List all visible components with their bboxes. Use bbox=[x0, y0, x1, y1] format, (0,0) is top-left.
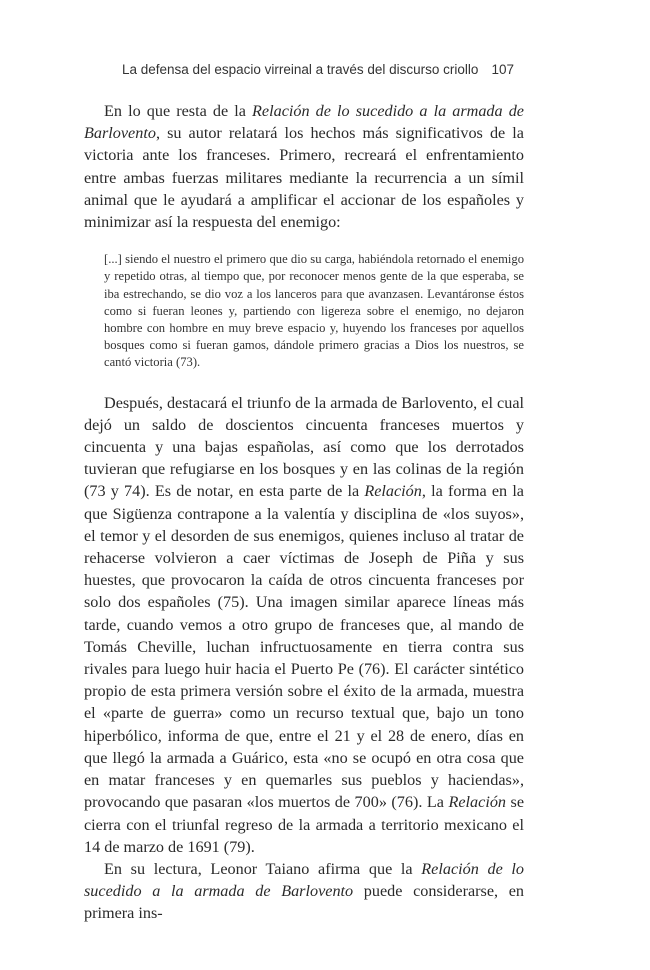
paragraph-1 bbox=[84, 100, 524, 233]
paragraph-2-text-b: , la forma en la que Sigüenza contrapone a la valentía y disciplina de «los suyos», el temor y el desorden de sus enemigos, quienes incluso al tratar de rehacerse volvieron a caer víctimas de Joseph de Piña y sus huestes, que provocaron la caída de otros cincuenta franceses por solo dos españoles (75). Una imagen similar aparece líneas más tarde, cuando vemos a otro grupo de franceses que, al mando de Tomás Cheville, luchan infructuosamente en tierra contra sus rivales para luego huir hacia el Puerto Pe (76). El carácter sintético propio de esta primera versión sobre el éxito de la armada, muestra el «parte de guerra» como un recurso textual que, bajo un tono hiperbólico, informa de que, entre el 21 y el 28 de enero, días en que llegó la armada a Guárico, esta «no se ocupó en otra cosa que en matar franceses y en quemarles sus pueblos y haciendas», provocando que pasaran «los muertos de 700» (76). La bbox=[84, 482, 524, 812]
paragraph-3-text-b: puede considerarse, en primera ins- bbox=[84, 882, 525, 923]
paragraph-1-text-b: , su autor relatará los hechos más significativos de la victoria ante los franceses. Primero, recreará el enfrentamiento entre ambas fuerzas militares mediante la recurrencia a un símil animal que le ayudará a amplificar el accionar de los españoles y minimizar así la respuesta del enemigo: bbox=[84, 124, 524, 232]
block-quote-text: [...] siendo el nuestro el primero que dio su carga, habiéndola retornado el enemigo y repetido otras, al tiempo que, por reconocer menos gente de la que esperaba, se iba estrechando, se dio voz a los lanceros para que avanzasen. Levantáronse éstos como si fueran leones y, partiendo con ligereza sobre el enemigo, no dejaron hombre con hombre en muy breve espacio y, huyendo los franceses por aquellos bosques como si fueran gamos, dándole primero gracias a Dios los nuestros, se cantó victoria (73). bbox=[104, 252, 524, 370]
paragraph-3-italic-title: Relación de lo sucedido a la armada de Barlovento bbox=[84, 859, 525, 901]
paragraph-2-text-a: Después, destacará el triunfo de la armada de Barlovento, el cual dejó un saldo de doscientos cincuenta franceses muertos y cincuenta y una bajas españolas, así como que los derrotados tuvieran que refugiarse en los bosques y en las colinas de la región (73 y 74). Es de notar, en esta parte de la bbox=[84, 393, 524, 501]
page-number: 107 bbox=[491, 62, 514, 77]
paragraph-2-text-c: se cierra con el triunfal regreso de la armada a territorio mexicano el 14 de marzo de 1691 (79). bbox=[84, 793, 525, 856]
paragraph-1-italic-title: Relación de lo sucedido a la armada de Barlovento bbox=[84, 102, 524, 143]
paragraph-2-italic-a: Relación bbox=[364, 482, 422, 501]
block-quote bbox=[104, 251, 524, 371]
paragraph-2 bbox=[84, 392, 524, 858]
body-text bbox=[84, 100, 524, 925]
paragraph-2-italic-b: Relación bbox=[448, 793, 507, 812]
paragraph-1-text-a: En lo que resta de la bbox=[104, 102, 253, 120]
paragraph-3 bbox=[84, 858, 524, 925]
paragraph-3-text-a: En su lectura, Leonor Taiano afirma que la bbox=[104, 859, 422, 878]
running-head-title: La defensa del espacio virreinal a través del discurso criollo bbox=[122, 62, 479, 77]
running-head bbox=[122, 62, 514, 77]
